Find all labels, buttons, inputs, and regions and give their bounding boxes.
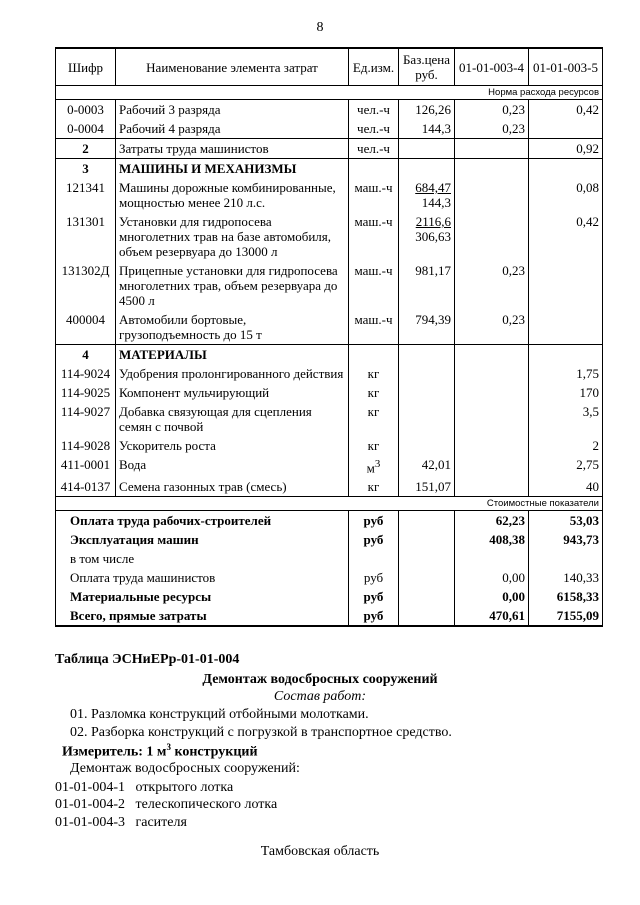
row-price — [399, 402, 455, 436]
total-row — [56, 568, 603, 587]
table-title: Таблица ЭСНиЕРр-01-01-004 — [55, 652, 240, 667]
list-item-3 — [55, 815, 187, 831]
row-unit: маш.-ч — [349, 178, 399, 212]
row-name: Рабочий 4 разряда — [116, 119, 349, 139]
table-row — [56, 100, 603, 120]
total-name: Материальные ресурсы — [56, 587, 349, 606]
total-name: Всего, прямые затраты — [56, 606, 349, 626]
header-price: Баз.цена руб. — [399, 48, 455, 86]
row-v5: 170 — [529, 383, 603, 402]
row-v4: 0,23 — [455, 310, 529, 345]
row-price — [399, 364, 455, 383]
row-v4 — [455, 477, 529, 497]
work-item: 02. Разборка конструкций с погрузкой в транспортное средство. — [70, 725, 452, 740]
total-row — [56, 587, 603, 606]
total-v5: 140,33 — [529, 568, 603, 587]
total-unit: руб — [349, 587, 399, 606]
row-unit: кг — [349, 364, 399, 383]
table-row — [56, 436, 603, 455]
total-v4: 0,00 — [455, 587, 529, 606]
list-item-1 — [55, 780, 233, 796]
row-v5: 2,75 — [529, 455, 603, 477]
header-unit: Ед.изм. — [349, 48, 399, 86]
row-code: 114-9025 — [56, 383, 116, 402]
total-unit: руб — [349, 568, 399, 587]
row-v5: 0,92 — [529, 139, 603, 159]
row-v4: 0,23 — [455, 100, 529, 120]
header-code: Шифр — [56, 48, 116, 86]
price-value: 2116,6 — [415, 214, 451, 229]
row-code: 411-0001 — [56, 455, 116, 477]
measure-label: Измеритель: 1 м — [62, 744, 167, 760]
row-price — [399, 436, 455, 455]
page-number: 8 — [316, 20, 324, 35]
row-code: 4 — [56, 345, 116, 365]
total-unit: руб — [349, 606, 399, 626]
item-name: открытого лотка — [135, 780, 234, 795]
measure-rest: конструкций — [170, 744, 258, 760]
total-name: Оплата труда рабочих-строителей — [56, 511, 349, 531]
row-v4 — [455, 139, 529, 159]
total-v5: 943,73 — [529, 530, 603, 549]
measure-unit — [62, 742, 258, 761]
row-name: Ускоритель роста — [116, 436, 349, 455]
item-code: 01-01-004-1 — [55, 780, 125, 795]
row-code: 2 — [56, 139, 116, 159]
subheader-cost: Стоимостные показатели — [56, 497, 603, 511]
footer-region: Тамбовская область — [260, 844, 380, 859]
row-unit: кг — [349, 402, 399, 436]
price-value: 684,47 — [415, 180, 451, 195]
row-code: 114-9028 — [56, 436, 116, 455]
section-row-machines — [56, 159, 603, 179]
row-code: 131302Д — [56, 261, 116, 310]
row-name: Установки для гидропосева многолетних трав на базе автомобиля, объем резервуара до 13000 л — [116, 212, 349, 261]
row-code: 114-9027 — [56, 402, 116, 436]
header-col-003-5: 01-01-003-5 — [529, 48, 603, 86]
total-unit: руб — [349, 511, 399, 531]
table-row — [56, 310, 603, 345]
row-name: Затраты труда машинистов — [116, 139, 349, 159]
row-name: Рабочий 3 разряда — [116, 100, 349, 120]
section-row-materials — [56, 345, 603, 365]
row-price — [399, 383, 455, 402]
row-code: 121341 — [56, 178, 116, 212]
row-code: 400004 — [56, 310, 116, 345]
table-row — [56, 261, 603, 310]
table-header-row — [56, 48, 603, 86]
header-col-003-4: 01-01-003-4 — [455, 48, 529, 86]
row-price: 794,39 — [399, 310, 455, 345]
total-name: Эксплуатация машин — [56, 530, 349, 549]
row-unit: чел.-ч — [349, 119, 399, 139]
list-item-2 — [55, 797, 277, 813]
row-price: 151,07 — [399, 477, 455, 497]
total-row — [56, 549, 603, 568]
row-name: Семена газонных трав (смесь) — [116, 477, 349, 497]
item-code: 01-01-004-2 — [55, 797, 125, 812]
table-row — [56, 455, 603, 477]
row-price — [399, 178, 455, 212]
works-title: Состав работ: — [273, 689, 367, 704]
row-v5 — [529, 310, 603, 345]
row-v4 — [455, 212, 529, 261]
row-code: 0-0003 — [56, 100, 116, 120]
row-v4 — [455, 436, 529, 455]
row-price — [399, 212, 455, 261]
item-name: гасителя — [135, 815, 187, 830]
table-row — [56, 364, 603, 383]
item-code: 01-01-004-3 — [55, 815, 125, 830]
row-v4: 0,23 — [455, 261, 529, 310]
total-v4: 408,38 — [455, 530, 529, 549]
table-row — [56, 383, 603, 402]
row-v5: 40 — [529, 477, 603, 497]
row-v5: 0,42 — [529, 100, 603, 120]
table-row — [56, 119, 603, 139]
row-unit: маш.-ч — [349, 212, 399, 261]
row-code: 0-0004 — [56, 119, 116, 139]
row-name: Удобрения пролонгированного действия — [116, 364, 349, 383]
row-v5: 2 — [529, 436, 603, 455]
row-v5 — [529, 261, 603, 310]
row-unit: маш.-ч — [349, 310, 399, 345]
row-name: Машины дорожные комбинированные, мощностью менее 210 л.с. — [116, 178, 349, 212]
unit-text: м — [366, 460, 375, 476]
header-name: Наименование элемента затрат — [116, 48, 349, 86]
row-name: МАТЕРИАЛЫ — [116, 345, 349, 365]
row-v5: 0,42 — [529, 212, 603, 261]
list-title: Демонтаж водосбросных сооружений: — [70, 761, 300, 776]
total-v4: 0,00 — [455, 568, 529, 587]
row-price: 126,26 — [399, 100, 455, 120]
row-name: Прицепные установки для гидропосева многолетних трав, объем резервуара до 4500 л — [116, 261, 349, 310]
row-price: 981,17 — [399, 261, 455, 310]
table-row — [56, 178, 603, 212]
total-name: Оплата труда машинистов — [56, 568, 349, 587]
total-v5: 53,03 — [529, 511, 603, 531]
item-name: телескопического лотка — [135, 797, 278, 812]
row-v4 — [455, 383, 529, 402]
row-code: 3 — [56, 159, 116, 179]
subheader-norm: Норма расхода ресурсов — [56, 86, 603, 100]
row-unit: кг — [349, 477, 399, 497]
table-row — [56, 477, 603, 497]
unit-superscript: 3 — [374, 458, 381, 470]
row-v5: 0,08 — [529, 178, 603, 212]
price-value-2: 306,63 — [415, 229, 451, 244]
measure-superscript: 3 — [166, 742, 171, 752]
resource-norms-table — [55, 47, 603, 627]
total-v4: 470,61 — [455, 606, 529, 626]
row-name: Вода — [116, 455, 349, 477]
row-unit: кг — [349, 383, 399, 402]
row-unit: маш.-ч — [349, 261, 399, 310]
row-v5: 1,75 — [529, 364, 603, 383]
row-v4: 0,23 — [455, 119, 529, 139]
row-name: Добавка связующая для сцепления семян с почвой — [116, 402, 349, 436]
row-v4 — [455, 364, 529, 383]
row-price — [399, 139, 455, 159]
row-price: 144,3 — [399, 119, 455, 139]
total-row — [56, 606, 603, 626]
section-heading: Демонтаж водосбросных сооружений — [202, 672, 438, 687]
table-row — [56, 402, 603, 436]
price-value-2: 144,3 — [421, 195, 451, 210]
row-v4 — [455, 455, 529, 477]
row-name: Автомобили бортовые, грузоподъемность до 15 т — [116, 310, 349, 345]
total-unit: руб — [349, 530, 399, 549]
row-unit: кг — [349, 436, 399, 455]
row-name: Компонент мульчирующий — [116, 383, 349, 402]
row-unit: чел.-ч — [349, 100, 399, 120]
total-v5: 6158,33 — [529, 587, 603, 606]
row-v4 — [455, 178, 529, 212]
row-v5 — [529, 119, 603, 139]
table-row — [56, 212, 603, 261]
row-unit: чел.-ч — [349, 139, 399, 159]
total-row — [56, 511, 603, 531]
table-row — [56, 139, 603, 159]
total-name: в том числе — [56, 549, 349, 568]
row-price: 42,01 — [399, 455, 455, 477]
total-v5: 7155,09 — [529, 606, 603, 626]
row-v4 — [455, 402, 529, 436]
row-code: 414-0137 — [56, 477, 116, 497]
row-name: МАШИНЫ И МЕХАНИЗМЫ — [116, 159, 349, 179]
row-code: 114-9024 — [56, 364, 116, 383]
total-row — [56, 530, 603, 549]
row-unit — [349, 455, 399, 477]
row-v5: 3,5 — [529, 402, 603, 436]
work-item: 01. Разломка конструкций отбойными молотками. — [70, 707, 369, 722]
row-code: 131301 — [56, 212, 116, 261]
total-v4: 62,23 — [455, 511, 529, 531]
